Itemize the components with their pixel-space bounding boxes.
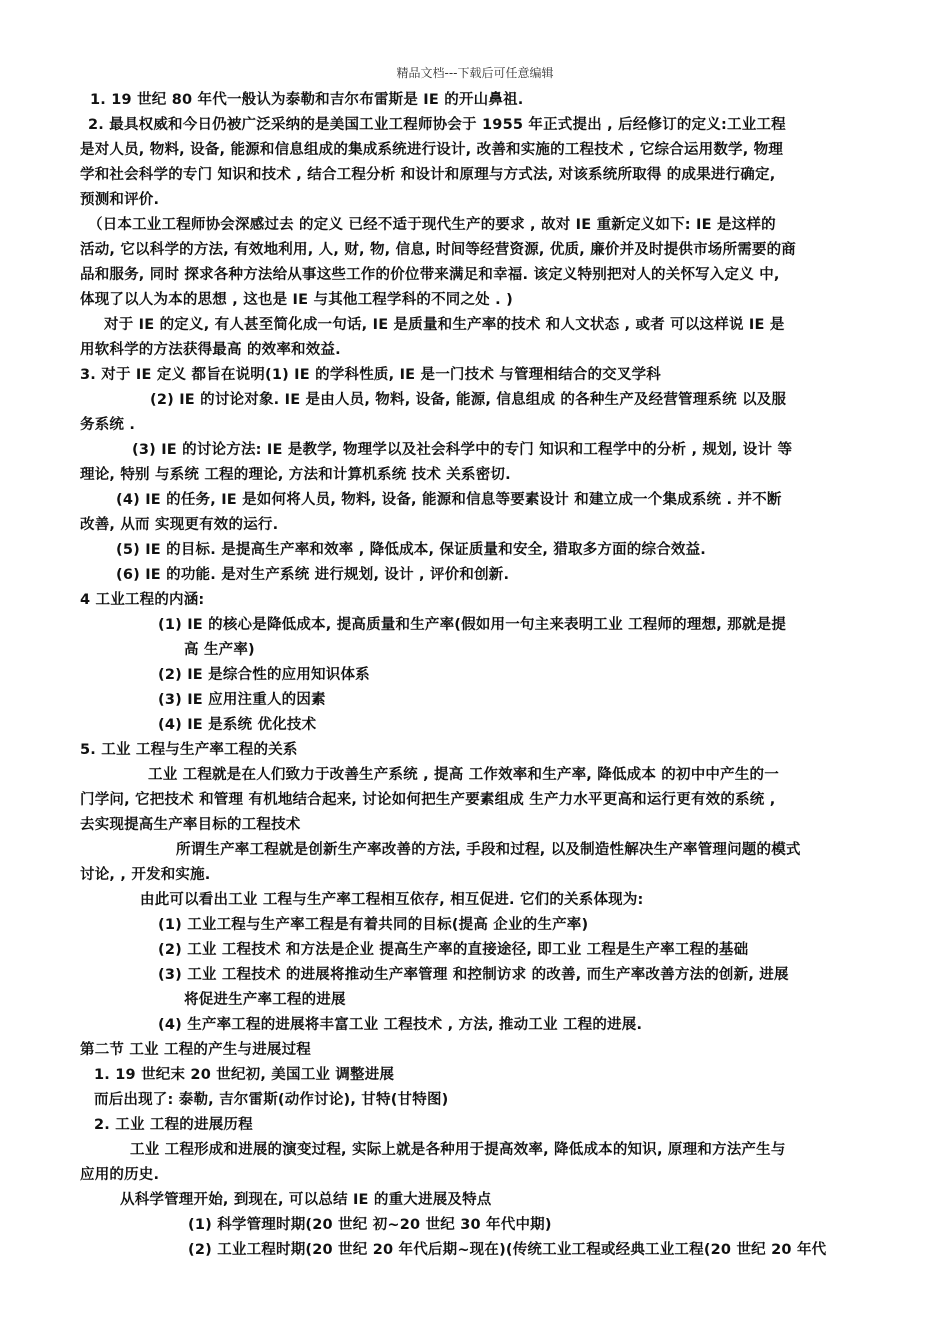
text-line: (2) 工业 工程技术 和方法是企业 提高生产率的直接途径, 即工业 工程是生产率工程的基础 [158, 942, 749, 958]
text-line: (4) 生产率工程的进展将丰富工业 工程技术 , 方法, 推动工业 工程的进展. [158, 1017, 643, 1033]
text-line: (1) IE 的核心是降低成本, 提高质量和生产率(假如用一句主来表明工业 工程师的理想, 那就是提 [158, 617, 787, 633]
text-line: 学和社会科学的专门 知识和技术 , 结合工程分析 和设计和原理与方式法, 对该系统所取得 的成果进行确定, [80, 167, 776, 183]
text-line: 对于 IE 的定义, 有人甚至简化成一句话, IE 是质量和生产率的技术 和人文状态 , 或者 可以这样说 IE 是 [104, 317, 785, 333]
page-header: 精品文档---下载后可任意编辑 [396, 66, 554, 80]
text-line: (1) 工业工程与生产率工程是有着共同的目标(提高 企业的生产率) [158, 917, 589, 933]
text-line: 体现了以人为本的思想 , 这也是 IE 与其他工程学科的不同之处 . ) [80, 292, 513, 308]
text-line: (4) IE 是系统 优化技术 [158, 717, 317, 733]
text-line: 改善, 从而 实现更有效的运行. [80, 517, 279, 533]
text-line: (5) IE 的目标. 是提高生产率和效率 , 降低成本, 保证质量和安全, 猎取多方面的综合效益. [116, 542, 707, 558]
text-line: (3) IE 应用注重人的因素 [158, 692, 326, 708]
text-line: 3. 对于 IE 定义 都旨在说明(1) IE 的学科性质, IE 是一门技术 与管理相结合的交叉学科 [80, 367, 661, 383]
text-line: (4) IE 的任务, IE 是如何将人员, 物料, 设备, 能源和信息等要素设计 和建立成一个集成系统 . 并不断 [116, 492, 782, 508]
text-line: (6) IE 的功能. 是对生产系统 进行规划, 设计 , 评价和创新. [116, 567, 510, 583]
text-line: 将促进生产率工程的进展 [184, 992, 346, 1008]
text-line: 而后出现了: 泰勒, 吉尔雷斯(动作讨论), 甘特(甘特图) [94, 1092, 449, 1108]
text-line: 2. 工业 工程的进展历程 [94, 1117, 253, 1133]
text-line: 预测和评价. [80, 192, 160, 208]
text-line: 去实现提高生产率目标的工程技术 [80, 817, 301, 833]
text-line: 用软科学的方法获得最高 的效率和效益. [80, 342, 341, 358]
text-line: 从科学管理开始, 到现在, 可以总结 IE 的重大进展及特点 [120, 1192, 492, 1208]
text-line: 应用的历史. [80, 1167, 160, 1183]
text-line: 活动, 它以科学的方法, 有效地利用, 人, 财, 物, 信息, 时间等经营资源, 优质, 廉价并及时提供市场所需要的商 [80, 242, 797, 258]
text-line: 1. 19 世纪 80 年代一般认为泰勒和吉尔布雷斯是 IE 的开山鼻祖. [90, 92, 524, 108]
text-line: (2) IE 的讨论对象. IE 是由人员, 物料, 设备, 能源, 信息组成 的各种生产及经营管理系统 以及服 [150, 392, 787, 408]
text-line: 务系统 . [80, 417, 136, 433]
text-line: 理论, 特别 与系统 工程的理论, 方法和计算机系统 技术 关系密切. [80, 467, 511, 483]
text-line: 5. 工业 工程与生产率工程的关系 [80, 742, 298, 758]
text-line: (2) IE 是综合性的应用知识体系 [158, 667, 370, 683]
text-line: (2) 工业工程时期(20 世纪 20 年代后期~现在)(传统工业工程或经典工业工程(20 世纪 20 年代 [188, 1242, 827, 1258]
text-line: 高 生产率) [184, 642, 255, 658]
text-line: 门学问, 它把技术 和管理 有机地结合起来, 讨论如何把生产要素组成 生产力水平更高和运行更有效的系统 , [80, 792, 776, 808]
text-line: 工业 工程就是在人们致力于改善生产系统 , 提高 工作效率和生产率, 降低成本 的初中中产生的一 [148, 767, 779, 783]
text-line: 由此可以看出工业 工程与生产率工程相互依存, 相互促进. 它们的关系体现为: [140, 892, 644, 908]
text-line: （日本工业工程师协会深感过去 的定义 已经不适于现代生产的要求 , 故对 IE 重新定义如下: IE 是这样的 [88, 217, 776, 233]
text-line: 所谓生产率工程就是创新生产率改善的方法, 手段和过程, 以及制造性解决生产率管理问题的模式 [176, 842, 801, 858]
text-line: (3) 工业 工程技术 的进展将推动生产率管理 和控制访求 的改善, 而生产率改善方法的创新, 进展 [158, 967, 789, 983]
text-line: 4 工业工程的内涵: [80, 592, 205, 608]
text-line: 是对人员, 物料, 设备, 能源和信息组成的集成系统进行设计, 改善和实施的工程技术 , 它综合运用数学, 物理 [80, 142, 784, 158]
text-line: 2. 最具权威和今日仍被广泛采纳的是美国工业工程师协会于 1955 年正式提出 , 后经修订的定义:工业工程 [88, 117, 786, 133]
text-line: 工业 工程形成和进展的演变过程, 实际上就是各种用于提高效率, 降低成本的知识, 原理和方法产生与 [130, 1142, 786, 1158]
text-line: 1. 19 世纪末 20 世纪初, 美国工业 调整进展 [94, 1067, 395, 1083]
text-line: (3) IE 的讨论方法: IE 是教学, 物理学以及社会科学中的专门 知识和工程学中的分析 , 规划, 设计 等 [132, 442, 793, 458]
text-line: 讨论, , 开发和实施. [80, 867, 211, 883]
section-heading: 第二节 工业 工程的产生与进展过程 [80, 1042, 311, 1058]
text-line: 品和服务, 同时 探求各种方法给从事这些工作的价位带来满足和幸福. 该定义特别把对人的关怀写入定义 中, [80, 267, 780, 283]
text-line: (1) 科学管理时期(20 世纪 初~20 世纪 30 年代中期) [188, 1217, 552, 1233]
